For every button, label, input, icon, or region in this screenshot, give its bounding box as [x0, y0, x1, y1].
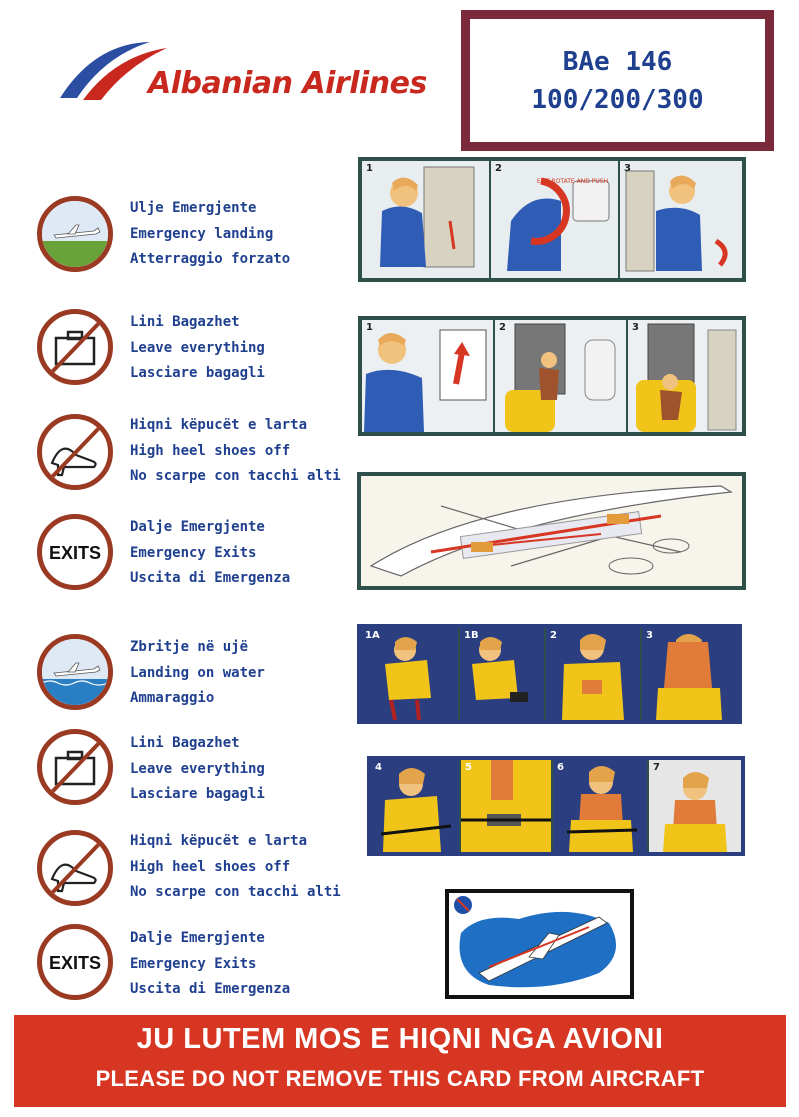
illustration-frame — [642, 628, 738, 720]
text-italian: Uscita di Emergenza — [130, 981, 291, 997]
illustration-frame — [362, 320, 495, 432]
text-albanian: Dalje Emergjente — [130, 519, 265, 535]
illustration-frame — [546, 628, 642, 720]
text-albanian: Hiqni këpucët e larta — [130, 833, 308, 849]
frame-number: 1 — [366, 322, 373, 333]
exits-label: EXITS — [48, 543, 101, 563]
emergency-exits-diagram — [357, 472, 746, 590]
illustration-frame — [553, 760, 649, 852]
text-italian: No scarpe con tacchi alti — [130, 884, 341, 900]
text-italian: Atterraggio forzato — [130, 251, 291, 267]
life-vest-illustration-bottom — [367, 756, 745, 856]
footer-albanian: JU LUTEM MOS E HIQNI NGA AVIONI — [136, 1023, 664, 1055]
footer-english: PLEASE DO NOT REMOVE THIS CARD FROM AIRCRAFT — [95, 1066, 705, 1091]
illustration-frame — [495, 320, 628, 432]
text-english: Emergency landing — [130, 225, 274, 242]
text-albanian: Zbritje në ujë — [130, 639, 249, 655]
section-emergency-exits — [130, 926, 290, 1003]
no-baggage-icon — [37, 729, 113, 805]
text-albanian: Lini Bagazhet — [130, 735, 240, 751]
text-albanian: Ulje Emergjente — [130, 200, 257, 216]
section-leave-everything — [130, 310, 265, 387]
illustration-frame — [361, 628, 460, 720]
section-emergency-landing — [130, 196, 290, 273]
frame-number: 3 — [646, 630, 653, 641]
airline-name: Albanian Airlines — [148, 66, 427, 101]
footer-banner — [14, 1015, 786, 1107]
frame-number: 1B — [464, 630, 479, 641]
text-italian: Lasciare bagagli — [130, 365, 265, 381]
life-vest-illustration-top — [357, 624, 742, 724]
text-italian: Lasciare bagagli — [130, 786, 265, 802]
ditching-exits-diagram — [445, 889, 634, 999]
plane-landing-on-ground-icon — [37, 196, 113, 272]
text-italian: No scarpe con tacchi alti — [130, 468, 341, 484]
illustration-frame — [628, 320, 742, 432]
slide-evacuation-illustration — [358, 316, 746, 436]
plane-landing-on-water-icon — [37, 634, 113, 710]
text-english: High heel shoes off — [130, 858, 291, 875]
no-high-heels-icon — [37, 414, 113, 490]
frame-number: 7 — [653, 762, 660, 773]
text-italian: Uscita di Emergenza — [130, 570, 291, 586]
svg-text:EMT ROTATE AND PUSH: EMT ROTATE AND PUSH — [537, 178, 609, 185]
section-landing-on-water — [130, 635, 265, 712]
frame-number: 6 — [557, 762, 564, 773]
frame-number: 4 — [375, 762, 382, 773]
no-baggage-icon — [37, 309, 113, 385]
aircraft-model-box — [461, 10, 774, 151]
illustration-frame — [620, 161, 742, 278]
frame-number: 2 — [499, 322, 506, 333]
text-albanian: Dalje Emergjente — [130, 930, 265, 946]
illustration-frame — [362, 161, 491, 278]
frame-number: 3 — [632, 322, 639, 333]
text-albanian: Lini Bagazhet — [130, 314, 240, 330]
section-high-heels — [130, 829, 341, 906]
illustration-frame — [649, 760, 741, 852]
frame-number: 2 — [495, 163, 502, 174]
aircraft-variants: 100/200/300 — [531, 84, 704, 115]
no-high-heels-icon — [37, 830, 113, 906]
illustration-frame — [460, 628, 546, 720]
frame-number: 5 — [465, 762, 472, 773]
aircraft-model: BAe 146 — [562, 46, 673, 77]
text-english: Emergency Exits — [130, 544, 257, 561]
text-english: Leave everything — [130, 339, 265, 356]
exits-label: EXITS — [48, 953, 101, 973]
section-high-heels — [130, 413, 341, 490]
text-english: Leave everything — [130, 760, 265, 777]
frame-number: 3 — [624, 163, 631, 174]
text-english: Landing on water — [130, 664, 265, 681]
text-italian: Ammaraggio — [130, 690, 215, 706]
illustration-frame — [491, 161, 620, 278]
illustration-frame — [461, 760, 553, 852]
text-english: High heel shoes off — [130, 442, 291, 459]
text-english: Emergency Exits — [130, 955, 257, 972]
exits-sign-icon — [37, 924, 113, 1000]
frame-number: 1A — [365, 630, 380, 641]
illustration-frame — [371, 760, 461, 852]
exits-sign-icon — [37, 514, 113, 590]
section-emergency-exits — [130, 515, 290, 592]
section-leave-everything — [130, 731, 265, 808]
frame-number: 1 — [366, 163, 373, 174]
door-opening-illustration — [358, 157, 746, 282]
text-albanian: Hiqni këpucët e larta — [130, 417, 308, 433]
frame-number: 2 — [550, 630, 557, 641]
